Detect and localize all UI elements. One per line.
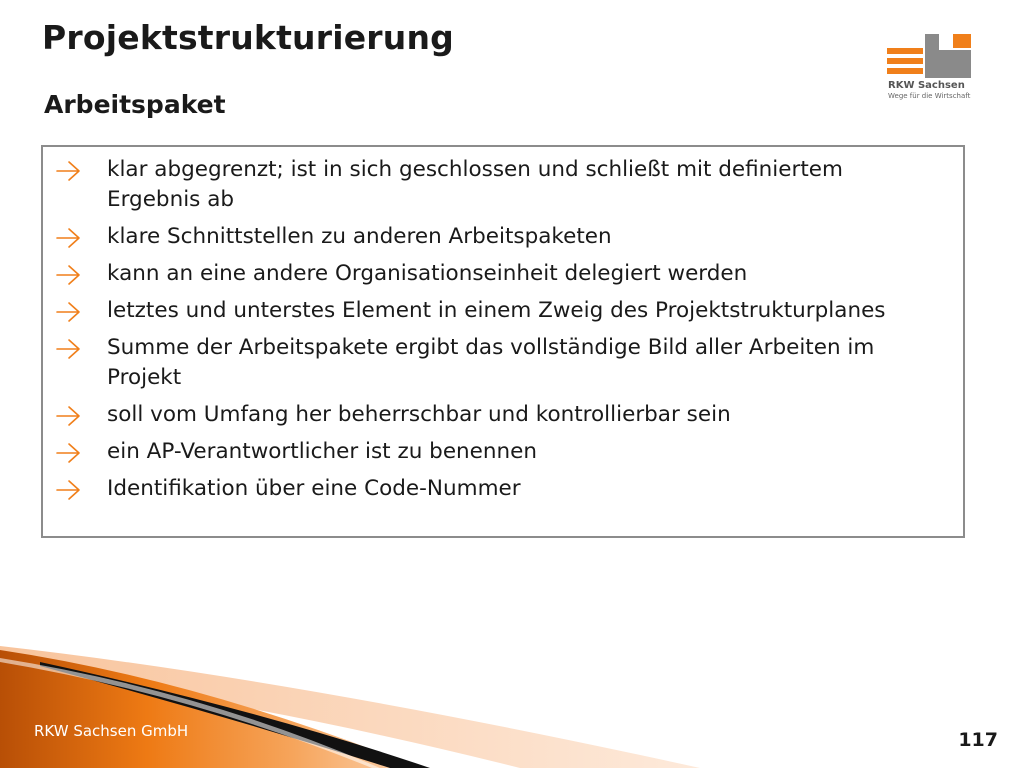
bullet-item [43,296,963,326]
bullet-text: letztes und unterstes Element in einem Zweig des Projektstrukturplanes [107,298,886,323]
bullet-text: ein AP-Verantwortlicher ist zu benennen [107,439,538,464]
logo-stripe-3 [887,68,923,74]
bullet-text: Summe der Arbeitspakete ergibt das vollständige Bild aller Arbeiten im Projekt [107,335,875,390]
bullet-item [43,155,963,215]
bullet-item [43,259,963,289]
arrow-right-icon [55,226,83,250]
arrow-right-icon [55,263,83,287]
slide-subtitle: Arbeitspaket [44,90,226,119]
logo-stripe-2 [887,58,923,64]
bullet-item [43,437,963,467]
slide-title: Projektstrukturierung [42,18,454,57]
logo-stripe-1 [887,48,923,54]
arrow-right-icon [55,478,83,502]
rkw-logo-mark [887,32,977,80]
bullet-item [43,400,963,430]
bullet-item [43,474,963,504]
content-box [41,145,965,538]
logo-name: RKW Sachsen [888,80,965,91]
arrow-right-icon [55,300,83,324]
bullet-text: klar abgegrenzt; ist in sich geschlossen und schließt mit definiertem Ergebnis ab [107,157,843,212]
bullet-item [43,222,963,252]
bullet-text: kann an eine andere Organisationseinheit delegiert werden [107,261,748,286]
footer-company: RKW Sachsen GmbH [34,722,189,740]
bullet-text: klare Schnittstellen zu anderen Arbeitspaketen [107,224,612,249]
bullet-item [43,333,963,393]
bullet-text: Identifikation über eine Code-Nummer [107,476,521,501]
arrow-right-icon [55,337,83,361]
logo-orange-square [953,34,971,48]
arrow-right-icon [55,404,83,428]
bullet-text: soll vom Umfang her beherrschbar und kontrollierbar sein [107,402,731,427]
bullet-list [43,147,963,504]
footer-swoosh-graphic [0,640,1024,768]
logo-tagline: Wege für die Wirtschaft [888,92,971,100]
page-number: 117 [958,729,998,751]
arrow-right-icon [55,159,83,183]
arrow-right-icon [55,441,83,465]
